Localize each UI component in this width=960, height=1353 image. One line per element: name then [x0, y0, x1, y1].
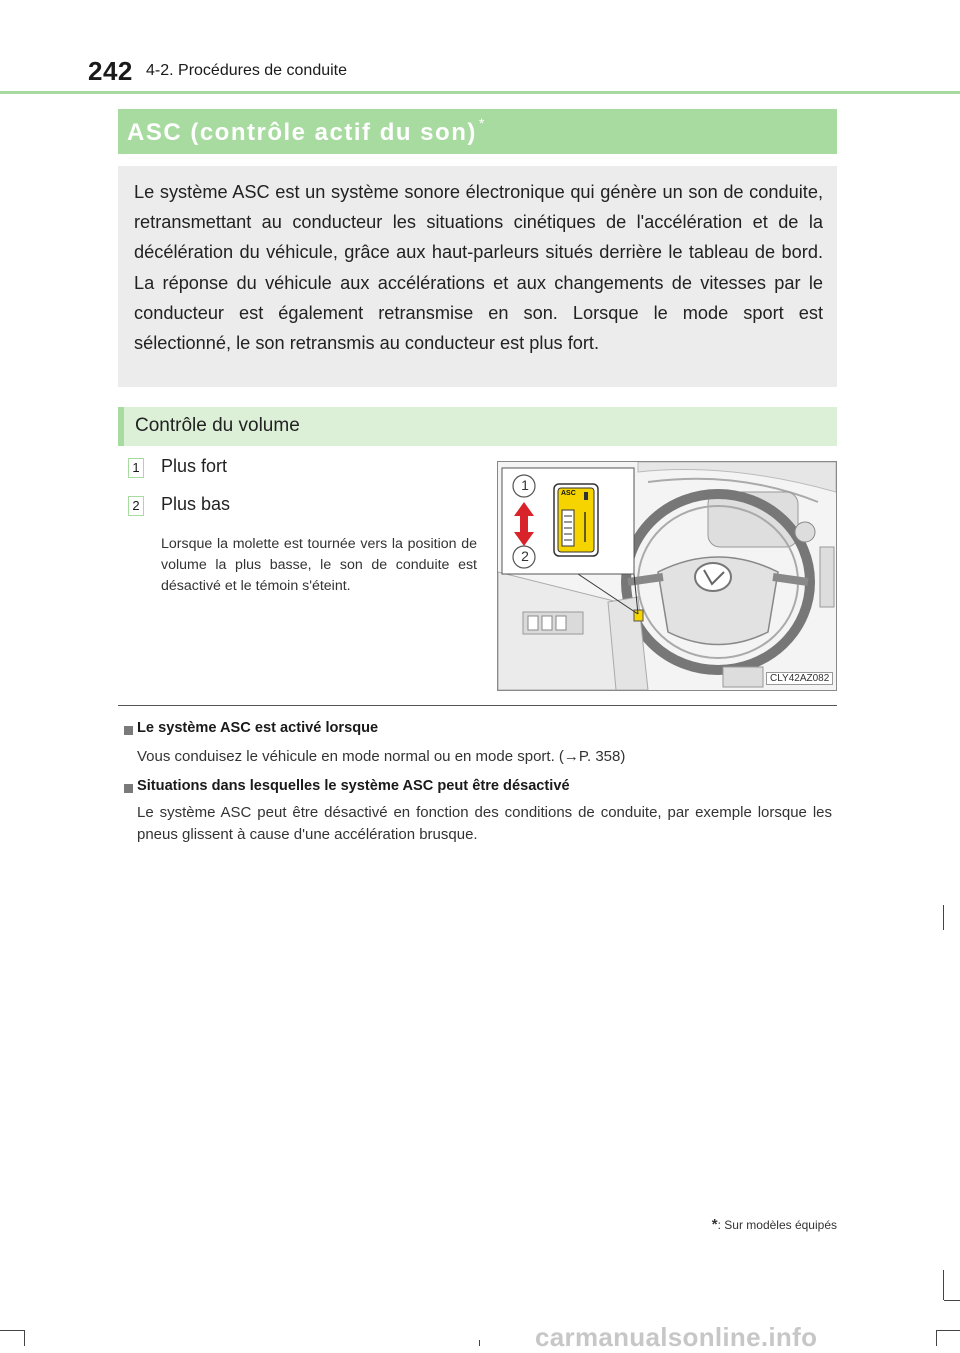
- intro-box: [118, 166, 837, 387]
- item-number-2: 2: [128, 496, 144, 516]
- note-bullet-2: [124, 784, 133, 793]
- note-body-deactivation: Le système ASC peut être désactivé en fonction des conditions de conduite, par exemple lorsque les pneus glissent à cause d'une accélération brusque.: [137, 804, 832, 843]
- page-title: [127, 115, 486, 147]
- item-label-softer: Plus bas: [161, 494, 231, 514]
- note-body-activation: [137, 746, 837, 768]
- dashboard-drawing: [498, 462, 836, 690]
- volume-note: Lorsque la molette est tournée vers la position de volume la plus basse, le son de conduite est désactivé et le témoin s'éteint.: [161, 536, 477, 594]
- title-asterisk: *: [478, 115, 486, 131]
- watermark: carmanualsonline.info: [535, 1322, 818, 1352]
- subsection-band: [118, 407, 837, 446]
- note-bullet-1: [124, 726, 133, 735]
- page-reference-link[interactable]: P. 358): [578, 748, 626, 765]
- intro-text: Le système ASC est un système sonore électronique qui génère un son de conduite, retransmettant au conducteur les situations cinétiques de l'accélération et de la décélération du véhicule, grâce aux haut-parleurs situés derrière le tableau de bord. La réponse du véhicule aux accélérations et aux changements de vitesses par le conducteur est également retransmise en son. Lorsque le mode sport est sélectionné, le son retransmis au conducteur est plus fort.: [134, 182, 823, 354]
- page-number: 242: [88, 56, 133, 86]
- callout-2: 2: [521, 548, 529, 564]
- footnote-asterisk: *: [711, 1216, 718, 1233]
- right-arrow-icon: →: [563, 748, 579, 765]
- crop-mark-bottom-right-h: [936, 1330, 960, 1331]
- note-title-deactivation: Situations dans lesquelles le système ASC peut être désactivé: [137, 778, 570, 794]
- footnote: [712, 1216, 837, 1233]
- section-divider: [118, 705, 837, 706]
- header-rule: [0, 91, 960, 94]
- item-label-louder: Plus fort: [161, 456, 228, 476]
- title-band: [118, 109, 837, 154]
- crop-mark-bottom-center: [479, 1340, 480, 1346]
- asc-switch-label: ASC: [561, 490, 576, 497]
- item-number-1: 1: [128, 458, 144, 478]
- note-body-activation-text: Vous conduisez le véhicule en mode normal ou en mode sport. (: [137, 748, 564, 765]
- figure-code: CLY42AZ082: [766, 672, 833, 685]
- subsection-title: Contrôle du volume: [135, 415, 300, 436]
- crop-mark-right-v: [943, 1270, 944, 1300]
- note-title-activation: Le système ASC est activé lorsque: [137, 720, 379, 736]
- callout-1: 1: [521, 477, 529, 493]
- section-header: 4-2. Procédures de conduite: [146, 62, 348, 79]
- dashboard-illustration: [497, 461, 837, 691]
- crop-mark-bottom-right-v: [936, 1330, 937, 1346]
- footnote-text: : Sur modèles équipés: [717, 1218, 837, 1232]
- crop-mark-bottom-left-v: [24, 1330, 25, 1346]
- crop-mark-mid-right: [943, 905, 944, 930]
- crop-mark-bottom-left-h: [0, 1330, 24, 1331]
- crop-mark-right-h: [944, 1300, 960, 1301]
- page-title-text: ASC (contrôle actif du son): [127, 119, 477, 146]
